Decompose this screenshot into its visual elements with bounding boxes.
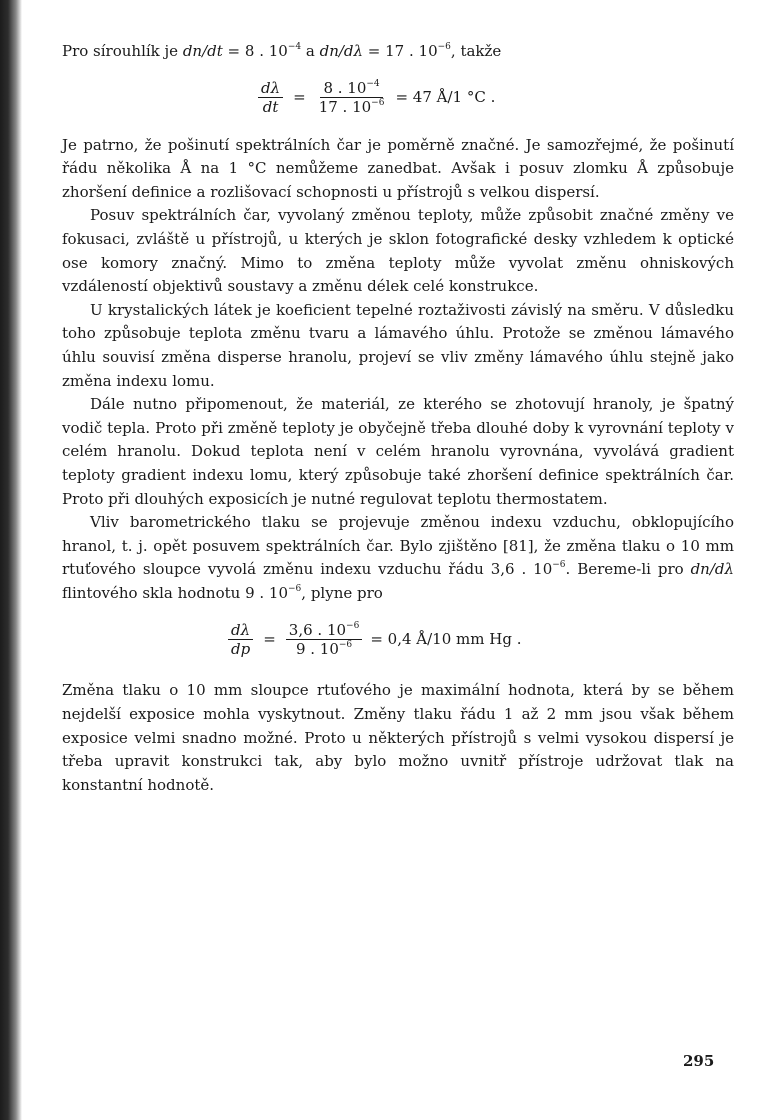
fraction-numerator: dλ — [228, 621, 253, 640]
intro-var-dn-dt: dn/dt — [182, 42, 223, 60]
intro-value-2: = 17 . 10 — [363, 42, 438, 60]
denominator-exponent: −6 — [371, 98, 385, 109]
intro-and: a — [301, 42, 320, 60]
denominator-base: 9 . 10 — [295, 639, 339, 658]
paragraph-5-text-c: flintového skla hodnotu 9 . 10 — [62, 583, 289, 602]
fraction-rhs-1 — [316, 79, 388, 116]
paragraph-5-text-d: , plyne pro — [301, 583, 383, 602]
intro-tail: , takže — [450, 42, 502, 60]
paragraph-5-text-b: . Bereme-li pro — [565, 560, 691, 579]
fraction-lhs-1 — [258, 79, 283, 116]
paragraph-5 — [62, 511, 734, 605]
paragraph-5-var: dn/dλ — [690, 560, 735, 579]
paragraph-2: Posuv spektrálních čar, vyvolaný změnou teploty, může způsobit značné změny ve fokusaci, zvláště u přístrojů, u kterých je sklon fotografické desky vzhledem k optické ose komory značný. Mimo to změna teploty může vyvolat změnu ohniskových vzdáleností objektivů soustavy a změnu délek celé konstrukce. — [62, 206, 734, 296]
fraction-rhs-2 — [286, 621, 363, 658]
numerator-base: 3,6 . 10 — [288, 620, 347, 639]
equation-result: = 0,4 Å/10 mm Hg . — [370, 629, 522, 648]
intro-exp-2: −6 — [437, 42, 451, 52]
paragraph-5-exp-b: −6 — [288, 583, 302, 594]
intro-exp-1: −4 — [287, 42, 302, 52]
page-number: 295 — [683, 1052, 715, 1070]
intro-var-dn-dlambda: dn/dλ — [319, 42, 364, 60]
intro-value-1: = 8 . 10 — [222, 42, 288, 60]
paragraph-5-text-a: Vliv barometrického tlaku se projevuje změnou indexu vzduchu, obklopujícího hranol, t. j. opět posuvem spektrálních čar. Bylo zjištěno [81], že změna tlaku o 10 mm rtuťového sloupce vyvolá změnu indexu vzduchu řádu 3,6 . 10 — [62, 513, 734, 579]
fraction-denominator — [316, 98, 388, 116]
intro-line — [62, 40, 734, 64]
fraction-denominator: dp — [231, 639, 251, 658]
paragraph-4: Dále nutno připomenout, že materiál, ze kterého se zhotovují hranoly, je špatný vodič tepla. Proto při změně teploty je obyčejně třeba dlouhé doby k vyrovnání teploty v celém hranolu. Dokud teplota není v celém hranolu vyrovnána, vyvolává gradient teploty gradient indexu lomu, který způsobuje také zhoršení definice spektrálních čar. Proto při dlouhých exposicích je nutné regulovat teplotu thermostatem. — [62, 395, 734, 508]
fraction-denominator: dt — [262, 98, 279, 117]
fraction-numerator: dλ — [258, 79, 283, 98]
numerator-exponent: −4 — [366, 79, 380, 90]
equals-sign: = — [263, 629, 276, 648]
paragraph-5-exp-a: −6 — [552, 560, 566, 571]
numerator-exponent: −6 — [346, 620, 360, 631]
equation-result: = 47 Å/1 °C . — [395, 87, 496, 106]
paragraph-3: U krystalických látek je koeficient tepelné roztaživosti závislý na směru. V důsledku toho způsobuje teplota změnu tvaru a lámavého úhlu. Protože se změnou lámavého úhlu souvisí změna disperse hranolu, projeví se vliv změny lámavého úhlu stejně jako změna indexu lomu. — [62, 300, 734, 390]
equation-dlambda-dp — [62, 607, 734, 671]
document-page — [62, 40, 734, 797]
denominator-exponent: −6 — [338, 639, 353, 650]
denominator-base: 17 . 10 — [318, 98, 372, 117]
paragraph-6: Změna tlaku o 10 mm sloupce rtuťového je maximální hodnota, která by se během nejdelší exposice mohla vyskytnout. Změny tlaku řádu 1 až 2 mm jsou však během exposice velmi snadno možné. Proto u některých přístrojů s velmi vysokou dispersí je třeba upravit konstrukci tak, aby bylo možno uvnitř přístroje udržovat tlak na konstantní hodnotě. — [62, 681, 734, 794]
fraction-denominator — [293, 640, 355, 658]
fraction-numerator — [286, 621, 363, 640]
fraction-numerator — [320, 79, 382, 98]
intro-lead: Pro sírouhlík je — [62, 42, 183, 60]
fraction-lhs-2 — [228, 621, 253, 658]
paragraph-1: Je patrno, že pošinutí spektrálních čar je poměrně značné. Je samozřejmé, že pošinutí řádu několika Å na 1 °C nemůžeme zanedbat. Avšak i posuv zlomku Å způsobuje zhoršení definice a rozlišovací schopnosti u přístrojů s velkou dispersí. — [62, 135, 734, 201]
equation-dlambda-dt — [62, 66, 734, 130]
numerator-base: 8 . 10 — [323, 79, 367, 98]
equals-sign: = — [293, 87, 306, 106]
book-spine-shadow — [0, 0, 22, 1120]
